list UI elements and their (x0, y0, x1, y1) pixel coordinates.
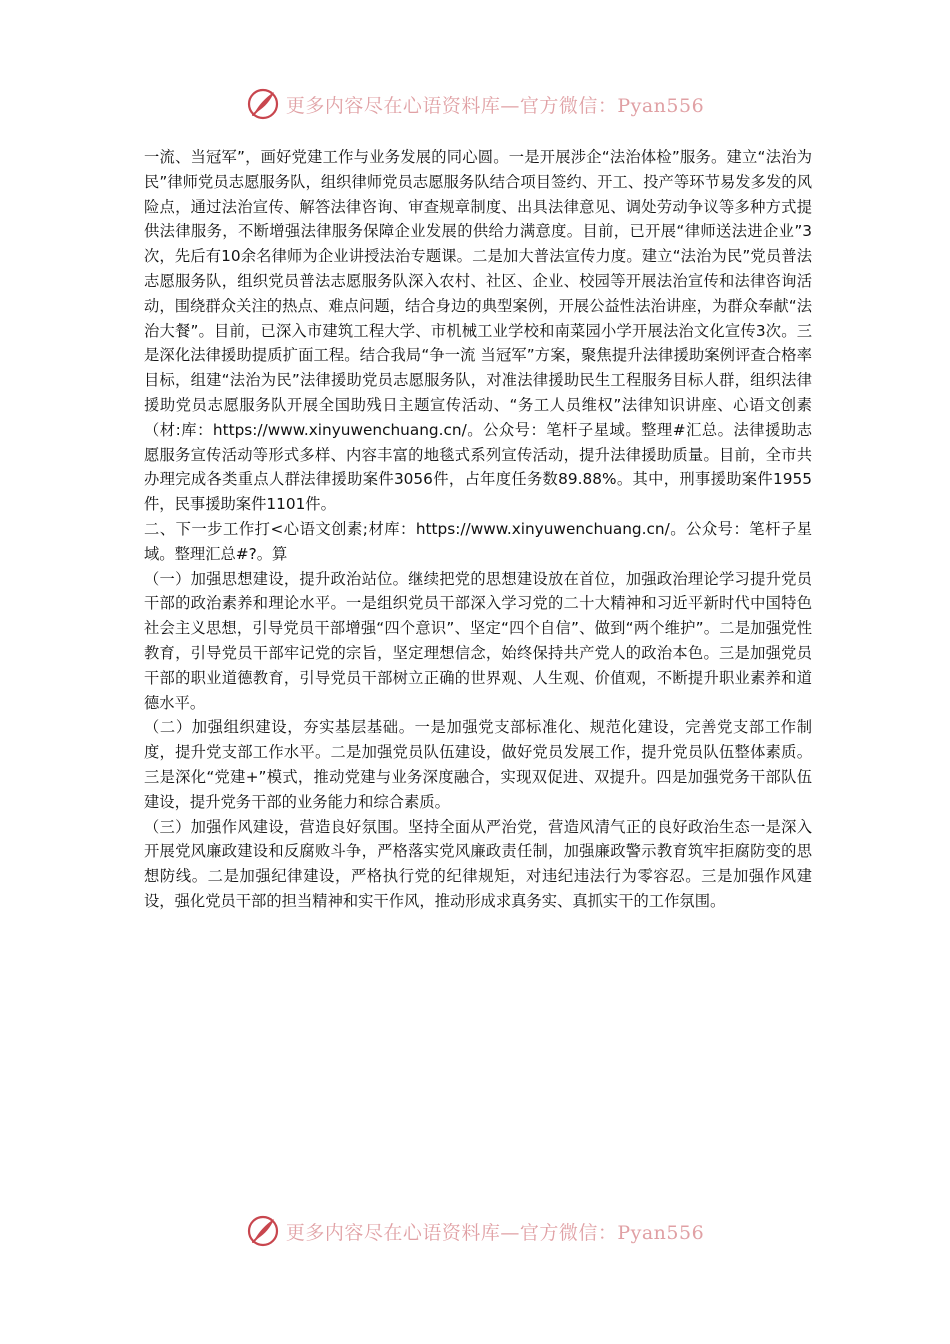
header-watermark-text: 更多内容尽在心语资料库—官方微信：Pyan556 (285, 94, 705, 117)
footer-watermark (0, 1211, 950, 1251)
paragraph-organizational: （二）加强组织建设，夯实基层基础。一是加强党支部标准化、规范化建设，完善党支部工作制度，提升党支部工作水平。二是加强党员队伍建设，做好党员发展工作，提升党员队伍整体素质。三是深化“党建+”模式，推动党建与业务深度融合，实现双促进、双提升。四是加强党务干部队伍建设，提升党务干部的业务能力和综合素质。 (144, 718, 812, 811)
paragraph-ideological: （一）加强思想建设，提升政治站位。继续把党的思想建设放在首位，加强政治理论学习提升党员干部的政治素养和理论水平。一是组织党员干部深入学习党的二十大精神和习近平新时代中国特色社会主义思想，引导党员干部增强“四个意识”、坚定“四个自信”、做到“两个维护”。二是加强党性教育，引导党员干部牢记党的宗旨，坚定理想信念，始终保持共产党人的政治本色。三是加强党员干部的职业道德教育，引导党员干部树立正确的世界观、人生观、价值观，不断提升职业素养和道德水平。 (144, 569, 812, 712)
paragraph-work-style: （三）加强作风建设，营造良好氛围。坚持全面从严治党，营造风清气正的良好政治生态一是深入开展党风廉政建设和反腐败斗争，严格落实党风廉政责任制，加强廉政警示教育筑牢拒腐防变的思想防线。二是加强纪律建设，严格执行党的纪律规矩，对违纪违法行为零容忍。三是加强作风建设，强化党员干部的担当精神和实干作风，推动形成求真务实、真抓实干的工作氛围。 (144, 817, 812, 910)
quill-logo-icon (246, 1214, 280, 1248)
header-watermark (0, 84, 950, 124)
document-body (144, 145, 812, 914)
footer-watermark-text: 更多内容尽在心语资料库—官方微信：Pyan556 (285, 1221, 705, 1244)
section-heading-next-steps: 二、下一步工作打<心语文创素;材库：https://www.xinyuwenchuang.cn/。公众号：笔杆子星域。整理汇总#?。算 (144, 519, 812, 563)
quill-logo-icon (246, 87, 280, 121)
paragraph-1: 一流、当冠军”，画好党建工作与业务发展的同心圆。一是开展涉企“法治体检”服务。建立“法治为民”律师党员志愿服务队，组织律师党员志愿服务队结合项目签约、开工、投产等环节易发多发的风险点，通过法治宣传、解答法律咨询、审查规章制度、出具法律意见、调处劳动争议等多种方式提供法律服务，不断增强法律服务保障企业发展的供给力满意度。目前，已开展“律师送法进企业”3次，先后有10余名律师为企业讲授法治专题课。二是加大普法宣传力度。建立“法治为民”党员普法志愿服务队，组织党员普法志愿服务队深入农村、社区、企业、校园等开展法治宣传和法律咨询活动，围绕群众关注的热点、难点问题，结合身边的典型案例，开展公益性法治讲座，为群众奉献“法治大餐”。目前，已深入市建筑工程大学、市机械工业学校和南菜园小学开展法治文化宣传3次。三是深化法律援助提质扩面工程。结合我局“争一流 当冠军”方案，聚焦提升法律援助案例评查合格率目标，组建“法治为民”法律援助党员志愿服务队，对准法律援助民生工程服务目标人群，组织法律援助党员志愿服务队开展全国助残日主题宣传活动、“务工人员维权”法律知识讲座、心语文创素（材:库：https://www.xinyuwenchuang.cn/。公众号：笔杆子星域。整理#汇总。法律援助志愿服务宣传活动等形式多样、内容丰富的地毯式系列宣传活动，提升法律援助质量。目前，全市共办理完成各类重点人群法律援助案件3056件，占年度任务数89.88%。其中，刑事援助案件1955件，民事援助案件1101件。 (144, 148, 812, 514)
